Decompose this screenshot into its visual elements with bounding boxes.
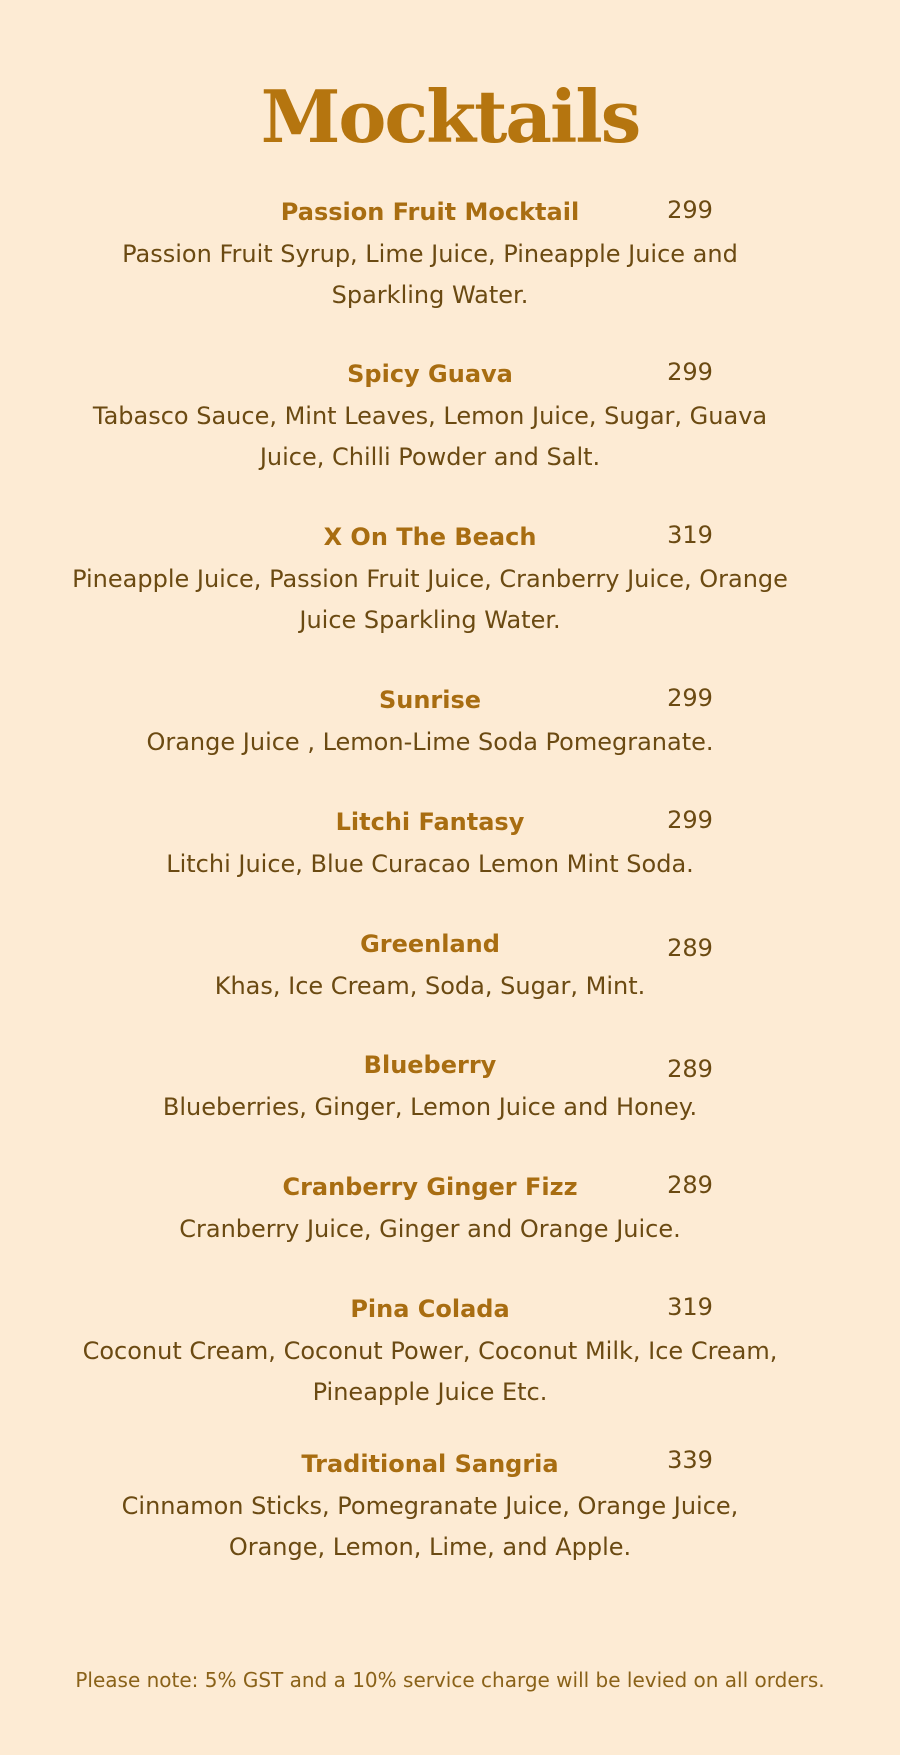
footer-note: Please note: 5% GST and a 10% service charge will be levied on all orders. [75, 1668, 825, 1692]
menu-item-name: Traditional Sangria [301, 1450, 559, 1478]
menu-item-price: 299 [667, 358, 713, 386]
menu-item-price: 339 [667, 1446, 713, 1474]
menu-item-price: 289 [667, 1055, 713, 1083]
menu-item-description: Cinnamon Sticks, Pomegranate Juice, Orange Juice, Orange, Lemon, Lime, and Apple. [121, 1492, 739, 1561]
menu-item-description: Khas, Ice Cream, Soda, Sugar, Mint. [214, 972, 646, 1000]
menu-item-description: Orange Juice , Lemon-Lime Soda Pomegranate. [146, 728, 714, 756]
menu-item-name: Litchi Fantasy [335, 808, 525, 836]
menu-item-description: Litchi Juice, Blue Curacao Lemon Mint Soda. [166, 850, 694, 878]
menu-item-description: Cranberry Juice, Ginger and Orange Juice. [179, 1215, 681, 1243]
menu-item-description: Passion Fruit Syrup, Lime Juice, Pineapple Juice and Sparkling Water. [122, 240, 738, 309]
menu-item-description: Coconut Cream, Coconut Power, Coconut Milk, Ice Cream, Pineapple Juice Etc. [82, 1337, 778, 1406]
menu-item-name: Spicy Guava [347, 360, 513, 388]
menu-item-description: Blueberries, Ginger, Lemon Juice and Honey. [162, 1093, 698, 1121]
menu-item-price: 299 [667, 196, 713, 224]
menu-item-description: Tabasco Sauce, Mint Leaves, Lemon Juice, Sugar, Guava Juice, Chilli Powder and Salt. [92, 402, 768, 471]
menu-item-price: 289 [667, 1171, 713, 1199]
menu-item-name: Blueberry [363, 1051, 497, 1079]
menu-item-price: 319 [667, 521, 713, 549]
menu-item-name: Cranberry Ginger Fizz [282, 1173, 578, 1201]
menu-item-name: X On The Beach [323, 523, 537, 551]
menu-item-name: Pina Colada [350, 1295, 510, 1323]
menu-item-name: Passion Fruit Mocktail [280, 198, 580, 226]
menu-item-description: Pineapple Juice, Passion Fruit Juice, Cranberry Juice, Orange Juice Sparkling Water. [72, 565, 788, 634]
menu-item-price: 299 [667, 806, 713, 834]
menu-item-name: Sunrise [378, 686, 482, 714]
menu-item-price: 289 [667, 934, 713, 962]
menu-title: Mocktails [260, 74, 640, 159]
menu-item-price: 299 [667, 684, 713, 712]
menu-item-name: Greenland [360, 930, 500, 958]
menu-item-price: 319 [667, 1293, 713, 1321]
